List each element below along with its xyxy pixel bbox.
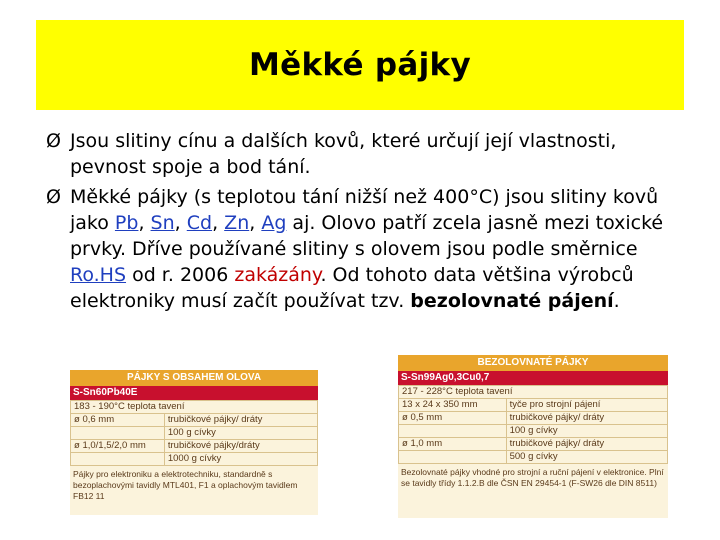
table-cell [399,425,507,438]
table-cell: 100 g cívky [506,425,667,438]
bold-term: bezolovnaté pájení [410,290,614,312]
spec-table [70,400,318,466]
text-segment: . [613,290,620,312]
card-header: BEZOLOVNATÉ PÁJKY [398,355,668,371]
card-note: Pájky pro elektroniku a elektrotechniku, standardně s bezoplachovými tavidly MTL401, F1 a oplachovým tavidlem FB12 11 [73,469,298,501]
bullet-text-1: Jsou slitiny cínu a dalších kovů, které určují její vlastnosti, pevnost spoje a bod tání. [70,130,617,178]
card-subheader: S-Sn60Pb40E [70,386,318,400]
table-row [399,425,668,438]
text-segment: od r. 2006 [126,264,235,286]
leaded-solder-card [70,370,318,515]
table-cell [71,453,165,466]
bullet-item-2 [46,184,686,314]
table-cell: ø 1,0/1,5/2,0 mm [71,440,165,453]
table-cell: 1000 g cívky [164,453,317,466]
link-pb[interactable]: Pb [114,212,139,234]
link-cd[interactable]: Cd [186,212,213,234]
card-subheader: S-Sn99Ag0,3Cu0,7 [398,371,668,385]
bullet-item-1 [46,128,686,180]
table-cell: trubičkové pájky/ dráty [164,414,317,427]
table-row [399,412,668,425]
bullet-list [46,128,686,314]
lead-free-solder-card [398,355,668,518]
table-cell: 13 x 24 x 350 mm [399,399,507,412]
link-rohs[interactable]: Ro.HS [70,264,127,286]
highlight-zakazany: zakázány [234,264,321,286]
title-banner [36,20,684,110]
table-cell [71,427,165,440]
table-row [71,453,318,466]
table-cell: trubičkové pájky/dráty [164,440,317,453]
table-cell: trubičkové pájky/ dráty [506,438,667,451]
table-row [399,451,668,464]
card-header: PÁJKY S OBSAHEM OLOVA [70,370,318,386]
link-ag[interactable]: Ag [261,212,287,234]
table-cell: trubičkové pájky/ dráty [506,412,667,425]
card-note: Bezolovnaté pájky vhodné pro strojní a ruční pájení v elektronice. Plní se tavidly třídy 1.1.2.B dle ČSN EN 29454-1 (F-SW26 dle DIN 8511) [401,467,664,488]
table-row [399,399,668,412]
bullet-text-2 [70,186,663,312]
table-row [399,438,668,451]
text-segment: , [174,212,187,234]
text-segment: aj. Olovo patří zcela jasně mezi toxické prvky. Dříve používané slitiny s olovem jsou podle směrnice [70,212,664,260]
table-row [71,414,318,427]
table-cell [399,451,507,464]
text-segment: , [138,212,151,234]
link-zn[interactable]: Zn [224,212,250,234]
arrow-bullet-icon: Ø [46,186,61,208]
table-cell: 100 g cívky [164,427,317,440]
table-row [71,440,318,453]
table-cell: ø 1,0 mm [399,438,507,451]
table-cell: tyče pro strojní pájení [506,399,667,412]
table-row [399,386,668,399]
table-cell: ø 0,6 mm [71,414,165,427]
text-segment: . Od tohoto data většina výrobců elektroniky musí začít používat tzv. [70,264,634,312]
arrow-bullet-icon: Ø [46,130,61,152]
spec-table [398,385,668,464]
table-cell: 217 - 228°C teplota tavení [399,386,668,399]
text-segment: Měkké pájky (s teplotou tání nižší než 400°C) jsou slitiny kovů jako [70,186,659,234]
text-segment: , [212,212,225,234]
table-cell: 183 - 190°C teplota tavení [71,401,318,414]
table-row [71,401,318,414]
table-row [71,427,318,440]
link-sn[interactable]: Sn [150,212,175,234]
text-segment: , [249,212,262,234]
slide-title: Měkké pájky [249,47,471,83]
table-cell: 500 g cívky [506,451,667,464]
table-cell: ø 0,5 mm [399,412,507,425]
